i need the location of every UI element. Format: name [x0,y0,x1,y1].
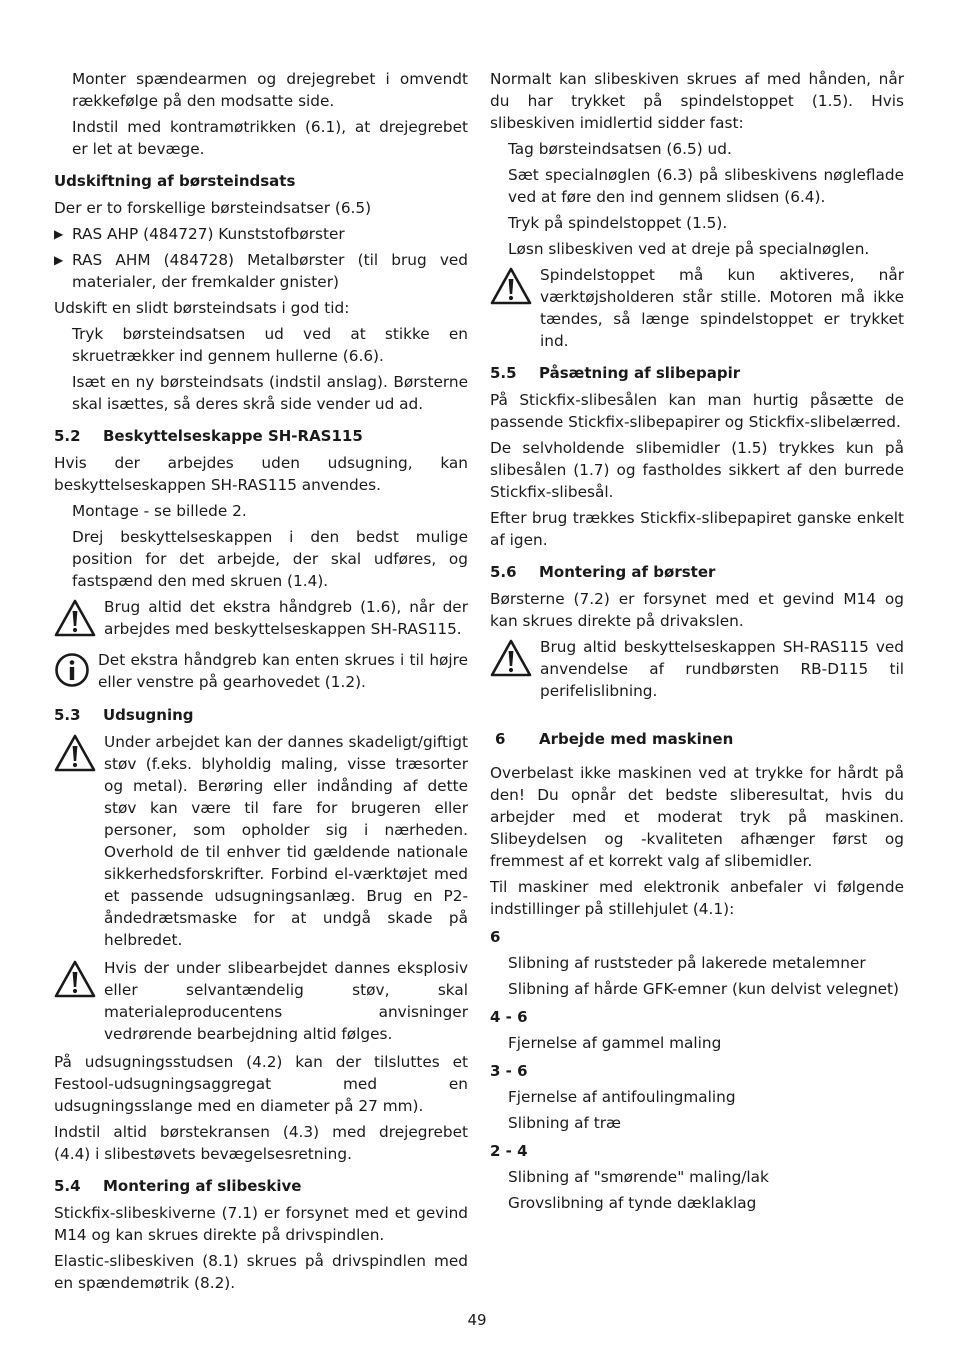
paragraph: Børsterne (7.2) er forsynet med et gevind M14 og kan skrues direkte på drivakslen. [490,590,904,630]
heading-brush-insert: Udskiftning af børsteindsats [54,172,296,190]
setting-level: 4 - 6 [490,1008,528,1026]
paragraph: Udskift en slidt børsteindsats i god tid: [54,299,350,317]
paragraph: Hvis der arbejdes uden udsugning, kan beskyttelseskappen SH-RAS115 anvendes. [54,454,468,494]
list-item: Fjernelse af antifoulingmaling [508,1088,736,1106]
bullet-item: ▶ RAS AHP (484727) Kunststofbørster [54,225,345,243]
heading-section-5-4: 5.4 Montering af slibeskive [54,1177,302,1195]
list-item: Slibning af ruststeder på lakerede metalemner [508,954,866,972]
list-item: Slibning af "smørende" maling/lak [508,1168,769,1186]
setting-level: 6 [490,928,501,946]
warning-icon [490,636,540,702]
warning-note: Under arbejdet kan der dannes skadeligt/giftigt støv (f.eks. blyholdig maling, visse træsorter og metal). Berøring eller indånding af dette støv kan være til fare for brugeren eller personer, som opholder sig i nærheden. Overhold de til enhver tid gældende nationale sikkerhedsforskrifter. Forbind el-værktøjet med et passende udsugningsanlæg. Brug en P2-åndedrætsmaske for at undgå skade på helbredet. [54,731,468,951]
paragraph: Stickfix-slibeskiverne (7.1) er forsynet med et gevind M14 og kan skrues direkte på drivspindlen. [54,1204,468,1244]
heading-section-5-5: 5.5 Påsætning af slibepapir [490,364,741,382]
paragraph: Sæt specialnøglen (6.3) på slibeskivens nøgleflade ved at føre den ind gennem slidsen (6.4). [508,166,904,206]
warning-icon [54,731,104,951]
paragraph: Løsn slibeskiven ved at dreje på specialnøglen. [508,240,870,258]
paragraph: Tryk børsteindsatsen ud ved at stikke en skruetrækker ind gennem hullerne (6.6). [72,325,468,365]
paragraph: Isæt en ny børsteindsats (indstil anslag). Børsterne skal isættes, så deres skrå side vender ud ad. [72,373,468,413]
left-column [54,68,468,1298]
heading-section-6: 6 Arbejde med maskinen [495,730,734,748]
heading-section-5-2: 5.2 Beskyttelseskappe SH-RAS115 [54,427,363,445]
paragraph: Overbelast ikke maskinen ved at trykke for hårdt på den! Du opnår det bedste sliberesultat, hvis du arbejder med et moderat tryk på maskinen. Slibeydelsen og -kvaliteten afhænger først og fremmest af et korrekt valg af slibemidler. [490,764,904,870]
warning-icon [54,596,104,643]
paragraph: Indstil altid børstekransen (4.3) med drejegrebet (4.4) i slibestøvets bevægelsesretning. [54,1123,468,1163]
info-icon [54,649,98,694]
heading-section-5-6: 5.6 Montering af børster [490,563,716,581]
paragraph: Montage - se billede 2. [72,502,247,520]
triangle-bullet-icon: ▶ [54,253,64,267]
heading-section-5-3: 5.3 Udsugning [54,706,194,724]
warning-note: Brug altid det ekstra håndgreb (1.6), når der arbejdes med beskyttelseskappen SH-RAS115. [54,596,468,643]
list-item: Fjernelse af gammel maling [508,1034,722,1052]
warning-note: Hvis der under slibearbejdet dannes eksplosiv eller selvantændelig støv, skal materialeproducentens anvisninger vedrørende bearbejdning altid følges. [54,957,468,1045]
warning-icon [490,264,540,352]
triangle-bullet-icon: ▶ [54,227,64,241]
paragraph: Der er to forskellige børsteindsatser (6.5) [54,199,372,217]
paragraph: Tryk på spindelstoppet (1.5). [508,214,728,232]
paragraph: Monter spændearmen og drejegrebet i omvendt rækkefølge på den modsatte side. [72,70,468,110]
warning-note: Brug altid beskyttelseskappen SH-RAS115 ved anvendelse af rundbørsten RB-D115 til perifelislibning. [490,636,904,702]
list-item: Slibning af træ [508,1114,622,1132]
list-item: Slibning af hårde GFK-emner (kun delvist velegnet) [508,980,900,998]
paragraph: Tag børsteindsatsen (6.5) ud. [508,140,732,158]
info-note: Det ekstra håndgreb kan enten skrues i til højre eller venstre på gearhovedet (1.2). [54,649,468,694]
paragraph: Normalt kan slibeskiven skrues af med hånden, når du har trykket på spindelstoppet (1.5). Hvis slibeskiven imidlertid sidder fast: [490,70,904,132]
paragraph: Drej beskyttelseskappen i den bedst mulige position for det arbejde, der skal udføres, og fastspænd den med skruen (1.4). [72,528,468,590]
setting-level: 2 - 4 [490,1142,528,1160]
page-number: 49 [467,1311,487,1329]
paragraph: De selvholdende slibemidler (1.5) trykkes kun på slibesålen (1.7) og fastholdes sikkert af den burrede Stickfix-slibesål. [490,439,904,501]
paragraph: På Stickfix-slibesålen kan man hurtig påsætte de passende Stickfix-slibepapirer og Stickfix-slibelærred. [490,391,904,431]
paragraph: Indstil med kontramøtrikken (6.1), at drejegrebet er let at bevæge. [72,118,468,158]
paragraph: Efter brug trækkes Stickfix-slibepapiret ganske enkelt af igen. [490,509,904,549]
setting-level: 3 - 6 [490,1062,528,1080]
warning-icon [54,957,104,1045]
bullet-item: ▶ RAS AHM (484728) Metalbørster (til brug ved materialer, der fremkalder gnister) [54,251,468,291]
paragraph: Til maskiner med elektronik anbefaler vi følgende indstillinger på stillehjulet (4.1): [490,878,904,918]
list-item: Grovslibning af tynde dæklaklag [508,1194,757,1212]
right-column [490,68,904,1218]
warning-note: Spindelstoppet må kun aktiveres, når værktøjsholderen står stille. Motoren må ikke tændes, så længe spindelstoppet er trykket ind. [490,264,904,352]
paragraph: På udsugningsstudsen (4.2) kan der tilsluttes et Festool-udsugningsaggregat med en udsugningsslange med en diameter på 27 mm). [54,1053,468,1115]
paragraph: Elastic-slibeskiven (8.1) skrues på drivspindlen med en spændemøtrik (8.2). [54,1252,468,1292]
